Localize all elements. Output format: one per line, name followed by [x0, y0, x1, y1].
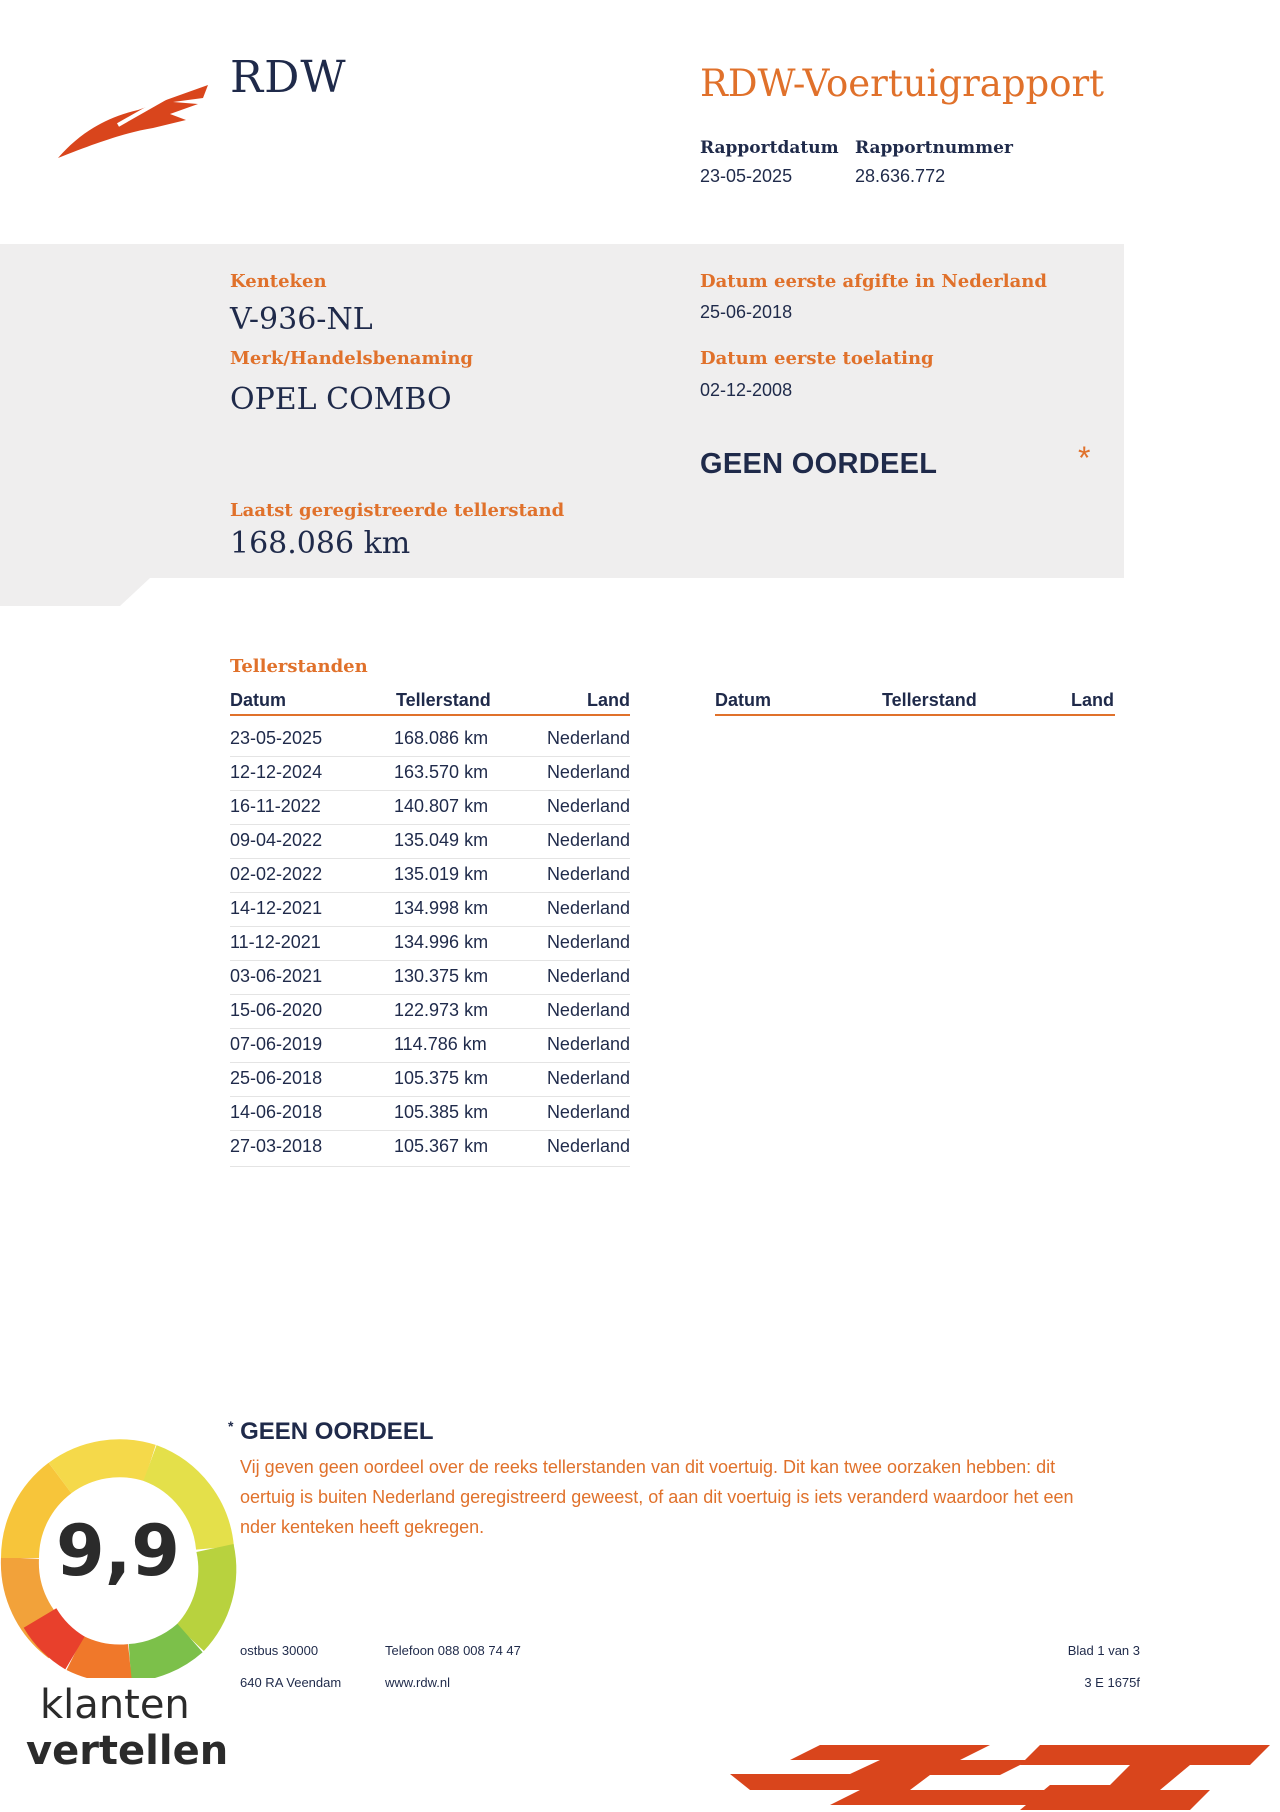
table-cell-reading: 105.367 km: [394, 1136, 489, 1156]
table-cell-date: 27-03-2018: [230, 1136, 323, 1156]
footnote-line: nder kenteken heeft gekregen.: [240, 1517, 485, 1537]
table-row-divider: [230, 892, 630, 893]
table-cell-reading: 163.570 km: [394, 762, 489, 782]
report-date: 23-05-2025: [700, 166, 793, 186]
plate-label: Kenteken: [230, 271, 327, 292]
verdict: GEEN OORDEEL: [700, 448, 938, 480]
table-row-divider: [230, 926, 630, 927]
table-cell-reading: 134.998 km: [394, 898, 489, 918]
report-number-label: Rapportnummer: [855, 138, 1013, 158]
column-header-date: Datum: [230, 690, 287, 710]
first-issue-nl-label: Datum eerste afgifte in Nederland: [700, 271, 1047, 292]
report-number: 28.636.772: [855, 166, 946, 186]
table-row-divider: [230, 1096, 630, 1097]
footnote-text: [240, 1452, 1140, 1542]
first-admission-label: Datum eerste toelating: [700, 348, 934, 369]
table-row-divider: [230, 756, 630, 757]
table-row-divider: [230, 994, 630, 995]
table-cell-country: Nederland: [546, 1000, 630, 1020]
dealer-logo-icon: [730, 1740, 1270, 1812]
table-cell-reading: 134.996 km: [394, 932, 489, 952]
odometer-label: Laatst geregistreerde tellerstand: [230, 500, 565, 521]
first-admission-value: 02-12-2008: [700, 380, 793, 400]
first-issue-nl-value: 25-06-2018: [700, 302, 793, 322]
table-cell-country: Nederland: [546, 796, 630, 816]
footnote-title: [228, 1418, 433, 1446]
table-row-divider: [230, 1166, 630, 1167]
table-row-divider: [230, 1130, 630, 1131]
table-row-divider: [230, 824, 630, 825]
vehicle-panel: [0, 244, 1124, 578]
org-name: RDW: [230, 52, 347, 103]
table-cell-country: Nederland: [546, 1068, 630, 1088]
table-cell-country: Nederland: [546, 1034, 630, 1054]
table-cell-country: Nederland: [546, 1136, 630, 1156]
table-cell-date: 07-06-2019: [230, 1034, 323, 1054]
table-cell-reading: 114.786 km: [394, 1034, 487, 1054]
table-cell-reading: 105.375 km: [394, 1068, 489, 1088]
table-cell-date: 12-12-2024: [230, 762, 323, 782]
report-title: RDW-Voertuigrapport: [700, 62, 1105, 105]
report-date-label: Rapportdatum: [700, 138, 839, 158]
footnote-star: *: [228, 1418, 234, 1434]
table-cell-country: Nederland: [546, 1102, 630, 1122]
rating-caption-1: klanten: [40, 1682, 190, 1728]
table-cell-date: 25-06-2018: [230, 1068, 323, 1088]
column-header-date-2: Datum: [715, 690, 772, 710]
footnote-line: Vij geven geen oordeel over de reeks tellerstanden van dit voertuig. Dit kan twee oorzaken hebben: dit: [240, 1457, 1056, 1477]
table-cell-date: 03-06-2021: [230, 966, 323, 986]
column-header-reading: Tellerstand: [396, 690, 491, 710]
table-cell-date: 09-04-2022: [230, 830, 323, 850]
plate-value: V-936-NL: [230, 302, 373, 337]
table-row-divider: [230, 1028, 630, 1029]
table-cell-country: Nederland: [546, 728, 630, 748]
table-cell-reading: 105.385 km: [394, 1102, 489, 1122]
brand-label: Merk/Handelsbenaming: [230, 348, 474, 369]
footer-website-link[interactable]: www.rdw.nl: [385, 1675, 451, 1690]
odometer-table-title: Tellerstanden: [230, 656, 368, 677]
table-row-divider: [230, 960, 630, 961]
column-header-country: Land: [587, 690, 630, 710]
table-row-divider: [230, 1062, 630, 1063]
table-cell-reading: 168.086 km: [394, 728, 489, 748]
table-cell-date: 02-02-2022: [230, 864, 323, 884]
rating-score: 9,9: [55, 1510, 180, 1592]
table-cell-date: 14-06-2018: [230, 1102, 323, 1122]
footer-city: 640 RA Veendam: [240, 1675, 342, 1690]
table-cell-country: Nederland: [546, 830, 630, 850]
table-cell-reading: 135.019 km: [394, 864, 489, 884]
rating-caption-2: vertellen: [26, 1728, 229, 1774]
footer-code: 3 E 1675f: [1084, 1675, 1140, 1690]
table-cell-reading: 122.973 km: [394, 1000, 489, 1020]
column-header-country-2: Land: [1071, 690, 1114, 710]
footnote-line: oertuig is buiten Nederland geregistreerd geweest, of aan dit voertuig is iets veranderd waardoor het een: [240, 1487, 1074, 1507]
table-cell-country: Nederland: [546, 762, 630, 782]
footer-phone: Telefoon 088 008 74 47: [385, 1643, 521, 1658]
table-cell-reading: 140.807 km: [394, 796, 489, 816]
footnote-title-text: GEEN OORDEEL: [240, 1418, 434, 1445]
footer-postbus: ostbus 30000: [240, 1643, 319, 1658]
table-cell-date: 23-05-2025: [230, 728, 323, 748]
verdict-star: *: [1078, 440, 1091, 476]
table-cell-date: 16-11-2022: [230, 796, 321, 816]
table-header-underline-2: [715, 714, 1115, 716]
table-row-divider: [230, 858, 630, 859]
table-header-underline: [230, 714, 630, 716]
table-cell-reading: 135.049 km: [394, 830, 489, 850]
footer-page-number: Blad 1 van 3: [1067, 1643, 1140, 1658]
odometer-value: 168.086 km: [230, 526, 411, 561]
table-cell-date: 15-06-2020: [230, 1000, 323, 1020]
table-cell-country: Nederland: [546, 864, 630, 884]
rdw-logo-icon: [58, 80, 208, 160]
table-cell-country: Nederland: [546, 898, 630, 918]
table-cell-country: Nederland: [546, 966, 630, 986]
table-cell-reading: 130.375 km: [394, 966, 489, 986]
table-cell-country: Nederland: [546, 932, 630, 952]
table-row-divider: [230, 790, 630, 791]
vehicle-panel-notch: [0, 578, 150, 606]
column-header-reading-2: Tellerstand: [882, 690, 977, 710]
brand-value: OPEL COMBO: [230, 382, 452, 417]
table-cell-date: 14-12-2021: [230, 898, 323, 918]
table-cell-date: 11-12-2021: [230, 932, 321, 952]
